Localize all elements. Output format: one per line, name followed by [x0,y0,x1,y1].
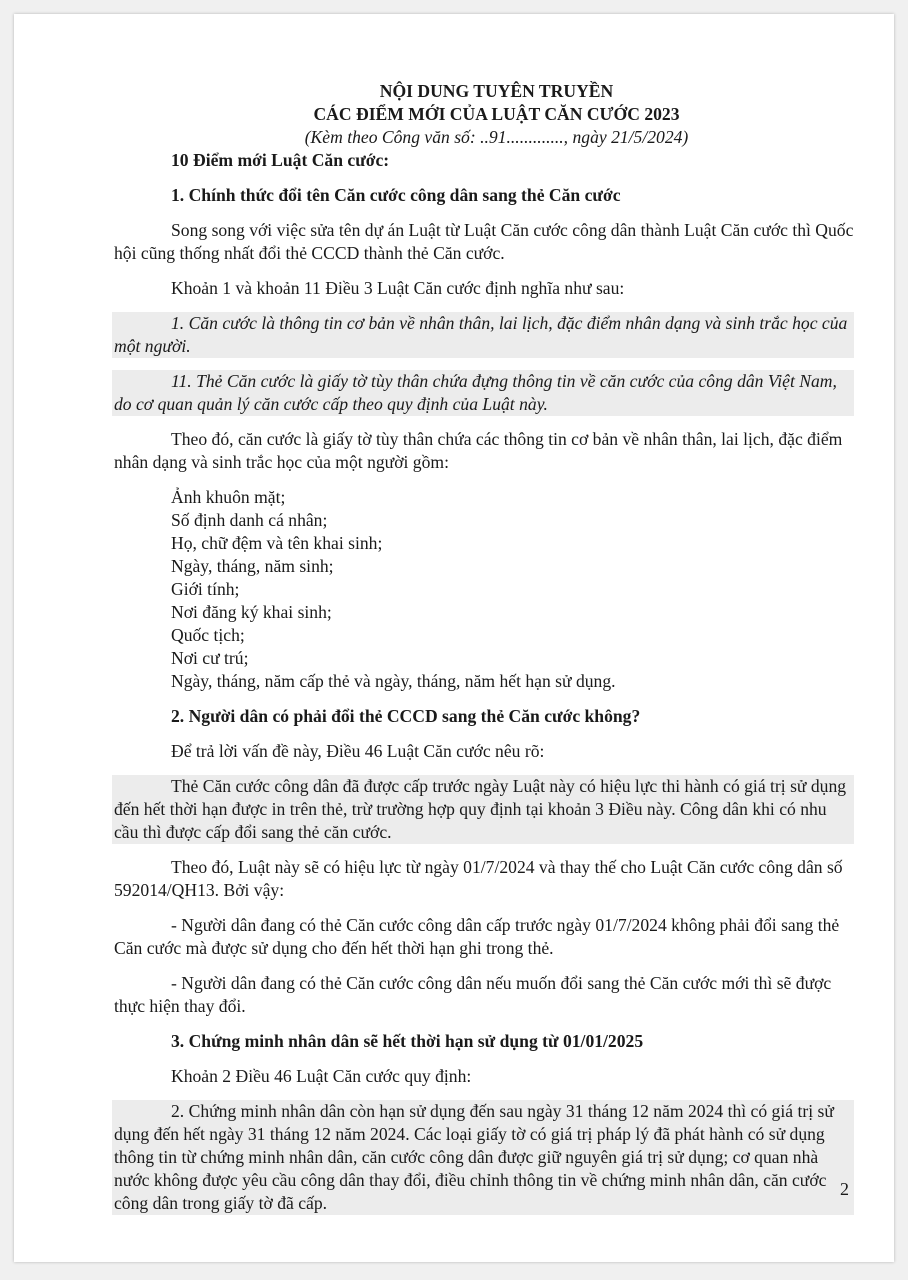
document-page [14,14,894,1262]
id-info-list [114,486,854,693]
intro-heading: 10 Điểm mới Luật Căn cước: [171,150,390,170]
list-item: Nơi đăng ký khai sinh; [171,602,332,622]
section1-heading: 1. Chính thức đổi tên Căn cước công dân sang thẻ Căn cước [171,185,621,205]
list-item: Ngày, tháng, năm sinh; [171,556,334,576]
list-item: Ngày, tháng, năm cấp thẻ và ngày, tháng, năm hết hạn sử dụng. [171,671,616,691]
section2-paragraph2: Theo đó, Luật này sẽ có hiệu lực từ ngày 01/7/2024 và thay thế cho Luật Căn cước công dân số 592014/QH13. Bởi vậy: [114,857,843,900]
list-item: Họ, chữ đệm và tên khai sinh; [171,533,383,553]
section1-paragraph2: Khoản 1 và khoản 11 Điều 3 Luật Căn cước định nghĩa như sau: [171,278,625,298]
list-item: Nơi cư trú; [171,648,249,668]
list-item: Ảnh khuôn mặt; [171,487,286,507]
list-item: Quốc tịch; [171,625,245,645]
section2-quote: Thẻ Căn cước công dân đã được cấp trước ngày Luật này có hiệu lực thi hành có giá trị sử dụng đến hết thời hạn được in trên thẻ, trừ trường hợp quy định tại khoản 3 Điều này. Công dân khi có nhu cầu thì được cấp đổi sang thẻ căn cước. [112,775,854,844]
section1-quote2: 11. Thẻ Căn cước là giấy tờ tùy thân chứa đựng thông tin về căn cước của công dân Việt Nam, do cơ quan quản lý căn cước cấp theo quy định của Luật này. [112,370,854,416]
section2-bullet2: - Người dân đang có thẻ Căn cước công dân nếu muốn đổi sang thẻ Căn cước mới thì sẽ được thực hiện thay đổi. [114,973,832,1016]
section2-heading: 2. Người dân có phải đổi thẻ CCCD sang thẻ Căn cước không? [171,706,641,726]
section2-bullet1: - Người dân đang có thẻ Căn cước công dân cấp trước ngày 01/7/2024 không phải đổi sang thẻ Căn cước mà được sử dụng cho đến hết thời hạn ghi trong thẻ. [114,915,840,958]
document-body [114,80,854,1215]
document-title-line2: CÁC ĐIỂM MỚI CỦA LUẬT CĂN CƯỚC 2023 [313,104,680,124]
list-item: Số định danh cá nhân; [171,510,328,530]
list-item: Giới tính; [171,579,240,599]
document-subtitle: (Kèm theo Công văn số: ..91............., ngày 21/5/2024) [304,127,689,147]
document-title-line1: NỘI DUNG TUYÊN TRUYỀN [379,81,614,101]
section2-paragraph1: Để trả lời vấn đề này, Điều 46 Luật Căn cước nêu rõ: [171,741,545,761]
section3-heading: 3. Chứng minh nhân dân sẽ hết thời hạn sử dụng từ 01/01/2025 [171,1031,644,1051]
section1-paragraph3: Theo đó, căn cước là giấy tờ tùy thân chứa các thông tin cơ bản về nhân thân, lai lịch, đặc điểm nhân dạng và sinh trắc học của một người gồm: [114,429,843,472]
section1-quote1: 1. Căn cước là thông tin cơ bản về nhân thân, lai lịch, đặc điểm nhân dạng và sinh trắc học của một người. [112,312,854,358]
section3-quote: 2. Chứng minh nhân dân còn hạn sử dụng đến sau ngày 31 tháng 12 năm 2024 thì có giá trị sử dụng đến hết ngày 31 tháng 12 năm 2024. Các loại giấy tờ có giá trị pháp lý đã phát hành có sử dụng thông tin từ chứng minh nhân dân, căn cước công dân được giữ nguyên giá trị sử dụng; cơ quan nhà nước không được yêu cầu công dân thay đổi, điều chỉnh thông tin về chứng minh nhân dân, căn cước công dân trong giấy tờ đã cấp. [112,1100,854,1215]
section1-paragraph1: Song song với việc sửa tên dự án Luật từ Luật Căn cước công dân thành Luật Căn cước thì Quốc hội cũng thống nhất đổi thẻ CCCD thành thẻ Căn cước. [114,220,854,263]
page-number: 2 [840,1179,849,1199]
section3-paragraph1: Khoản 2 Điều 46 Luật Căn cước quy định: [171,1066,472,1086]
